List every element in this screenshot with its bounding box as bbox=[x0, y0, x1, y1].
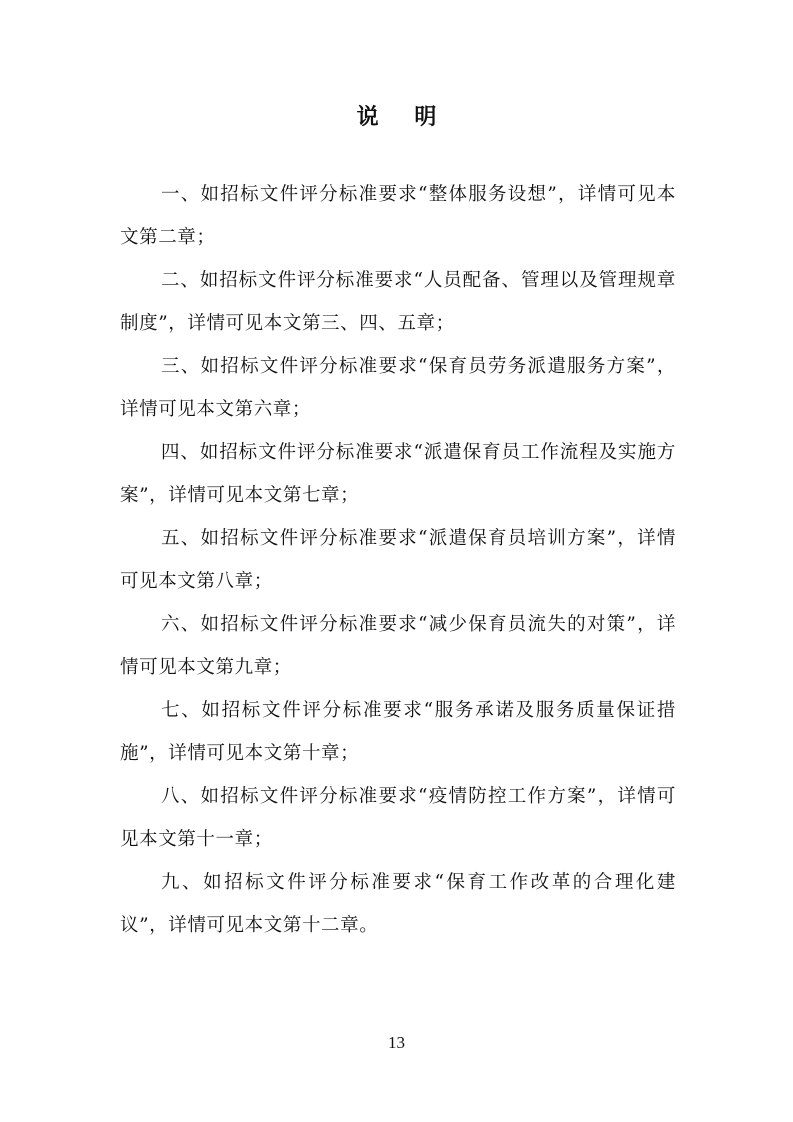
paragraph-2: 二、如招标文件评分标准要求“人员配备、管理以及管理规章制度”，详情可见本文第三、四、五章； bbox=[120, 270, 676, 334]
paragraph-1: 一、如招标文件评分标准要求“整体服务设想”，详情可见本文第二章； bbox=[120, 184, 676, 248]
paragraph-6: 六、如招标文件评分标准要求“减少保育员流失的对策”，详情可见本文第九章； bbox=[120, 614, 676, 678]
paragraph-4: 四、如招标文件评分标准要求“派遣保育员工作流程及实施方案”，详情可见本文第七章； bbox=[120, 442, 676, 506]
paragraph-9: 九、如招标文件评分标准要求“保育工作改革的合理化建议”，详情可见本文第十二章。 bbox=[120, 872, 676, 936]
document-body bbox=[120, 173, 676, 947]
paragraph-8: 八、如招标文件评分标准要求“疫情防控工作方案”，详情可见本文第十一章； bbox=[120, 786, 676, 850]
paragraph-7: 七、如招标文件评分标准要求“服务承诺及服务质量保证措施”，详情可见本文第十章； bbox=[120, 700, 676, 764]
paragraph-3: 三、如招标文件评分标准要求“保育员劳务派遣服务方案”，详情可见本文第六章； bbox=[120, 356, 676, 420]
paragraph-5: 五、如招标文件评分标准要求“派遣保育员培训方案”，详情可见本文第八章； bbox=[120, 528, 676, 592]
page-title: 说 明 bbox=[356, 104, 451, 130]
page-number: 13 bbox=[388, 1033, 405, 1052]
